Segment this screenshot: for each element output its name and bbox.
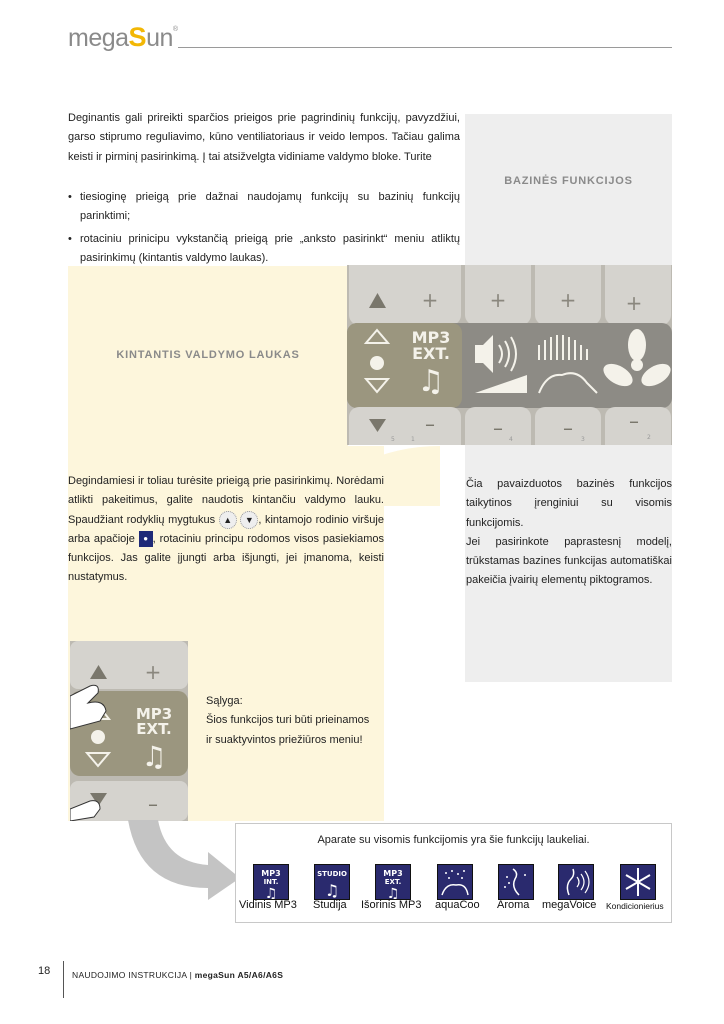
para2-text: Degindamiesi ir toliau turėsite prieigą prie pasirinkimų. Norėdami atlikti pakeitimus, galite naudotis kintančiu valdymo lauku. Spaudžiant rodyklių mygtukus: [68, 475, 384, 526]
plus-icon: +: [625, 291, 643, 315]
megavoice-icon: [558, 864, 594, 900]
down-arrow-button-icon: ▼: [240, 511, 258, 529]
footer-rule: [63, 961, 64, 998]
svg-text:MP3: MP3: [261, 869, 281, 878]
plus-icon: +: [421, 288, 439, 312]
condition-title: Sąlyga:: [206, 695, 243, 707]
ext-text: EXT.: [136, 720, 172, 738]
ext-text: EXT.: [412, 344, 450, 363]
dot-icon: [91, 730, 105, 744]
page-number: 18: [38, 965, 51, 977]
intro-paragraph: Deginantis gali prireikti sparčios prieigos prie pagrindinių funkcijų, pavyzdžiui, garso stiprumo reguliavimo, kūno ventiliatoriaus ir veido lempos. Tačiau galima keisti ir pirminį pasirinkimą. Į tai atsižvelgta vidiniame valdymo bloke. Turite: [68, 112, 460, 163]
minus-icon: –: [629, 409, 639, 433]
function-label: Vidinis MP3: [239, 899, 297, 911]
body-fan-icon: [539, 335, 597, 393]
svg-text:STUDIO: STUDIO: [317, 870, 347, 878]
variable-panel-closeup: [70, 641, 188, 821]
aroma-icon: [498, 864, 534, 900]
function-label: megaVoice: [542, 899, 597, 911]
bazines-funkcijos-label: BAZINĖS FUNKCIJOS: [504, 175, 633, 187]
down-arrow-icon: [369, 419, 386, 432]
button-number: 4: [509, 436, 513, 443]
intro-bullets: [68, 188, 460, 271]
svg-text:♫: ♫: [386, 886, 400, 899]
dot-icon: [370, 356, 384, 370]
function-label: Aroma: [497, 899, 530, 911]
music-note-icon: ♫: [417, 364, 445, 399]
volume-icon: [475, 335, 527, 393]
plus-icon: +: [489, 288, 507, 312]
dot-button-icon: ●: [139, 531, 153, 547]
fan-icon: [600, 329, 672, 391]
mp3-text: MP3: [411, 328, 451, 347]
minus-icon: –: [148, 792, 158, 816]
mp3-int-icon: [253, 864, 289, 900]
function-label: Kondicionierius: [606, 901, 664, 911]
up-arrow-icon: [369, 293, 386, 308]
minus-icon: –: [425, 412, 435, 436]
svg-text:EXT.: EXT.: [384, 878, 402, 886]
mp3-text: MP3: [135, 705, 173, 723]
bazines-description: [466, 475, 672, 591]
condition-note: [206, 692, 376, 750]
grey-arrow: [128, 820, 248, 900]
function-label: aquaCoo: [435, 899, 480, 911]
up-outline-icon: [366, 330, 388, 343]
plus-icon: +: [144, 660, 162, 684]
para2-text: , kintamojo rodinio viršuje arba apačioje: [68, 513, 384, 545]
mp3-ext-icon: [375, 864, 411, 900]
music-note-icon: ♫: [141, 740, 167, 773]
plus-icon: +: [559, 288, 577, 312]
studio-icon: [314, 864, 350, 900]
snowflake-icon: [620, 864, 656, 900]
up-arrow-button-icon: ▲: [219, 511, 237, 529]
svg-text:♫: ♫: [324, 881, 340, 899]
megasun-logo: megaSun®: [68, 22, 178, 52]
button-number: 1: [411, 436, 415, 443]
button-number: 3: [581, 436, 585, 443]
minus-icon: –: [563, 416, 573, 440]
down-outline-icon: [366, 379, 388, 392]
rotation-paragraph: [68, 472, 384, 588]
bazines-text: Jei pasirinkote paprastesnį modelį, trūkstamas bazines funkcijas automatiškai pakeičia įvairių elementų piktogramos.: [466, 535, 672, 587]
header-rule: [178, 47, 672, 48]
svg-text:INT.: INT.: [263, 878, 279, 886]
function-label: Išorinis MP3: [361, 899, 422, 911]
svg-text:♫: ♫: [264, 886, 278, 899]
aquacool-icon: [437, 864, 473, 900]
bullet-item: • rotaciniu prinicipu vykstančią prieigą prie „anksto pasirinkt“ meniu atliktų pasirinkimų (kintantis valdymo laukas).: [68, 230, 460, 269]
condition-text: Šios funkcijos turi būti prieinamos ir suaktyvintos priežiūros meniu!: [206, 714, 370, 746]
svg-text:MP3: MP3: [383, 869, 403, 878]
bullet-item: • tiesioginę prieigą prie dažnai naudojamų funkcijų su bazinių funkcijų parinktimi;: [68, 188, 460, 227]
para2-text: , rotaciniu principu rodomos visos pasiekiamos funkcijos. Jas galite įjungti arba išjungti, jei įmanoma, keisti nustatymus.: [68, 532, 385, 584]
functions-title: Aparate su visomis funkcijomis yra šie funkcijų laukeliai.: [317, 834, 590, 846]
kintantis-label: KINTANTIS VALDYMO LAUKAS: [116, 349, 300, 361]
button-number: 5: [391, 436, 395, 443]
bazines-text: Čia pavaizduotos bazinės funkcijos taikytinos įrenginiui su visomis funkcijomis.: [466, 478, 672, 529]
footer-text: NAUDOJIMO INSTRUKCIJA | megaSun A5/A6/A6S: [72, 970, 284, 980]
control-panel-image: [347, 265, 672, 445]
button-number: 2: [647, 434, 651, 441]
panel-symbols: [347, 265, 672, 445]
function-label: Studija: [313, 899, 347, 911]
minus-icon: –: [493, 416, 503, 440]
